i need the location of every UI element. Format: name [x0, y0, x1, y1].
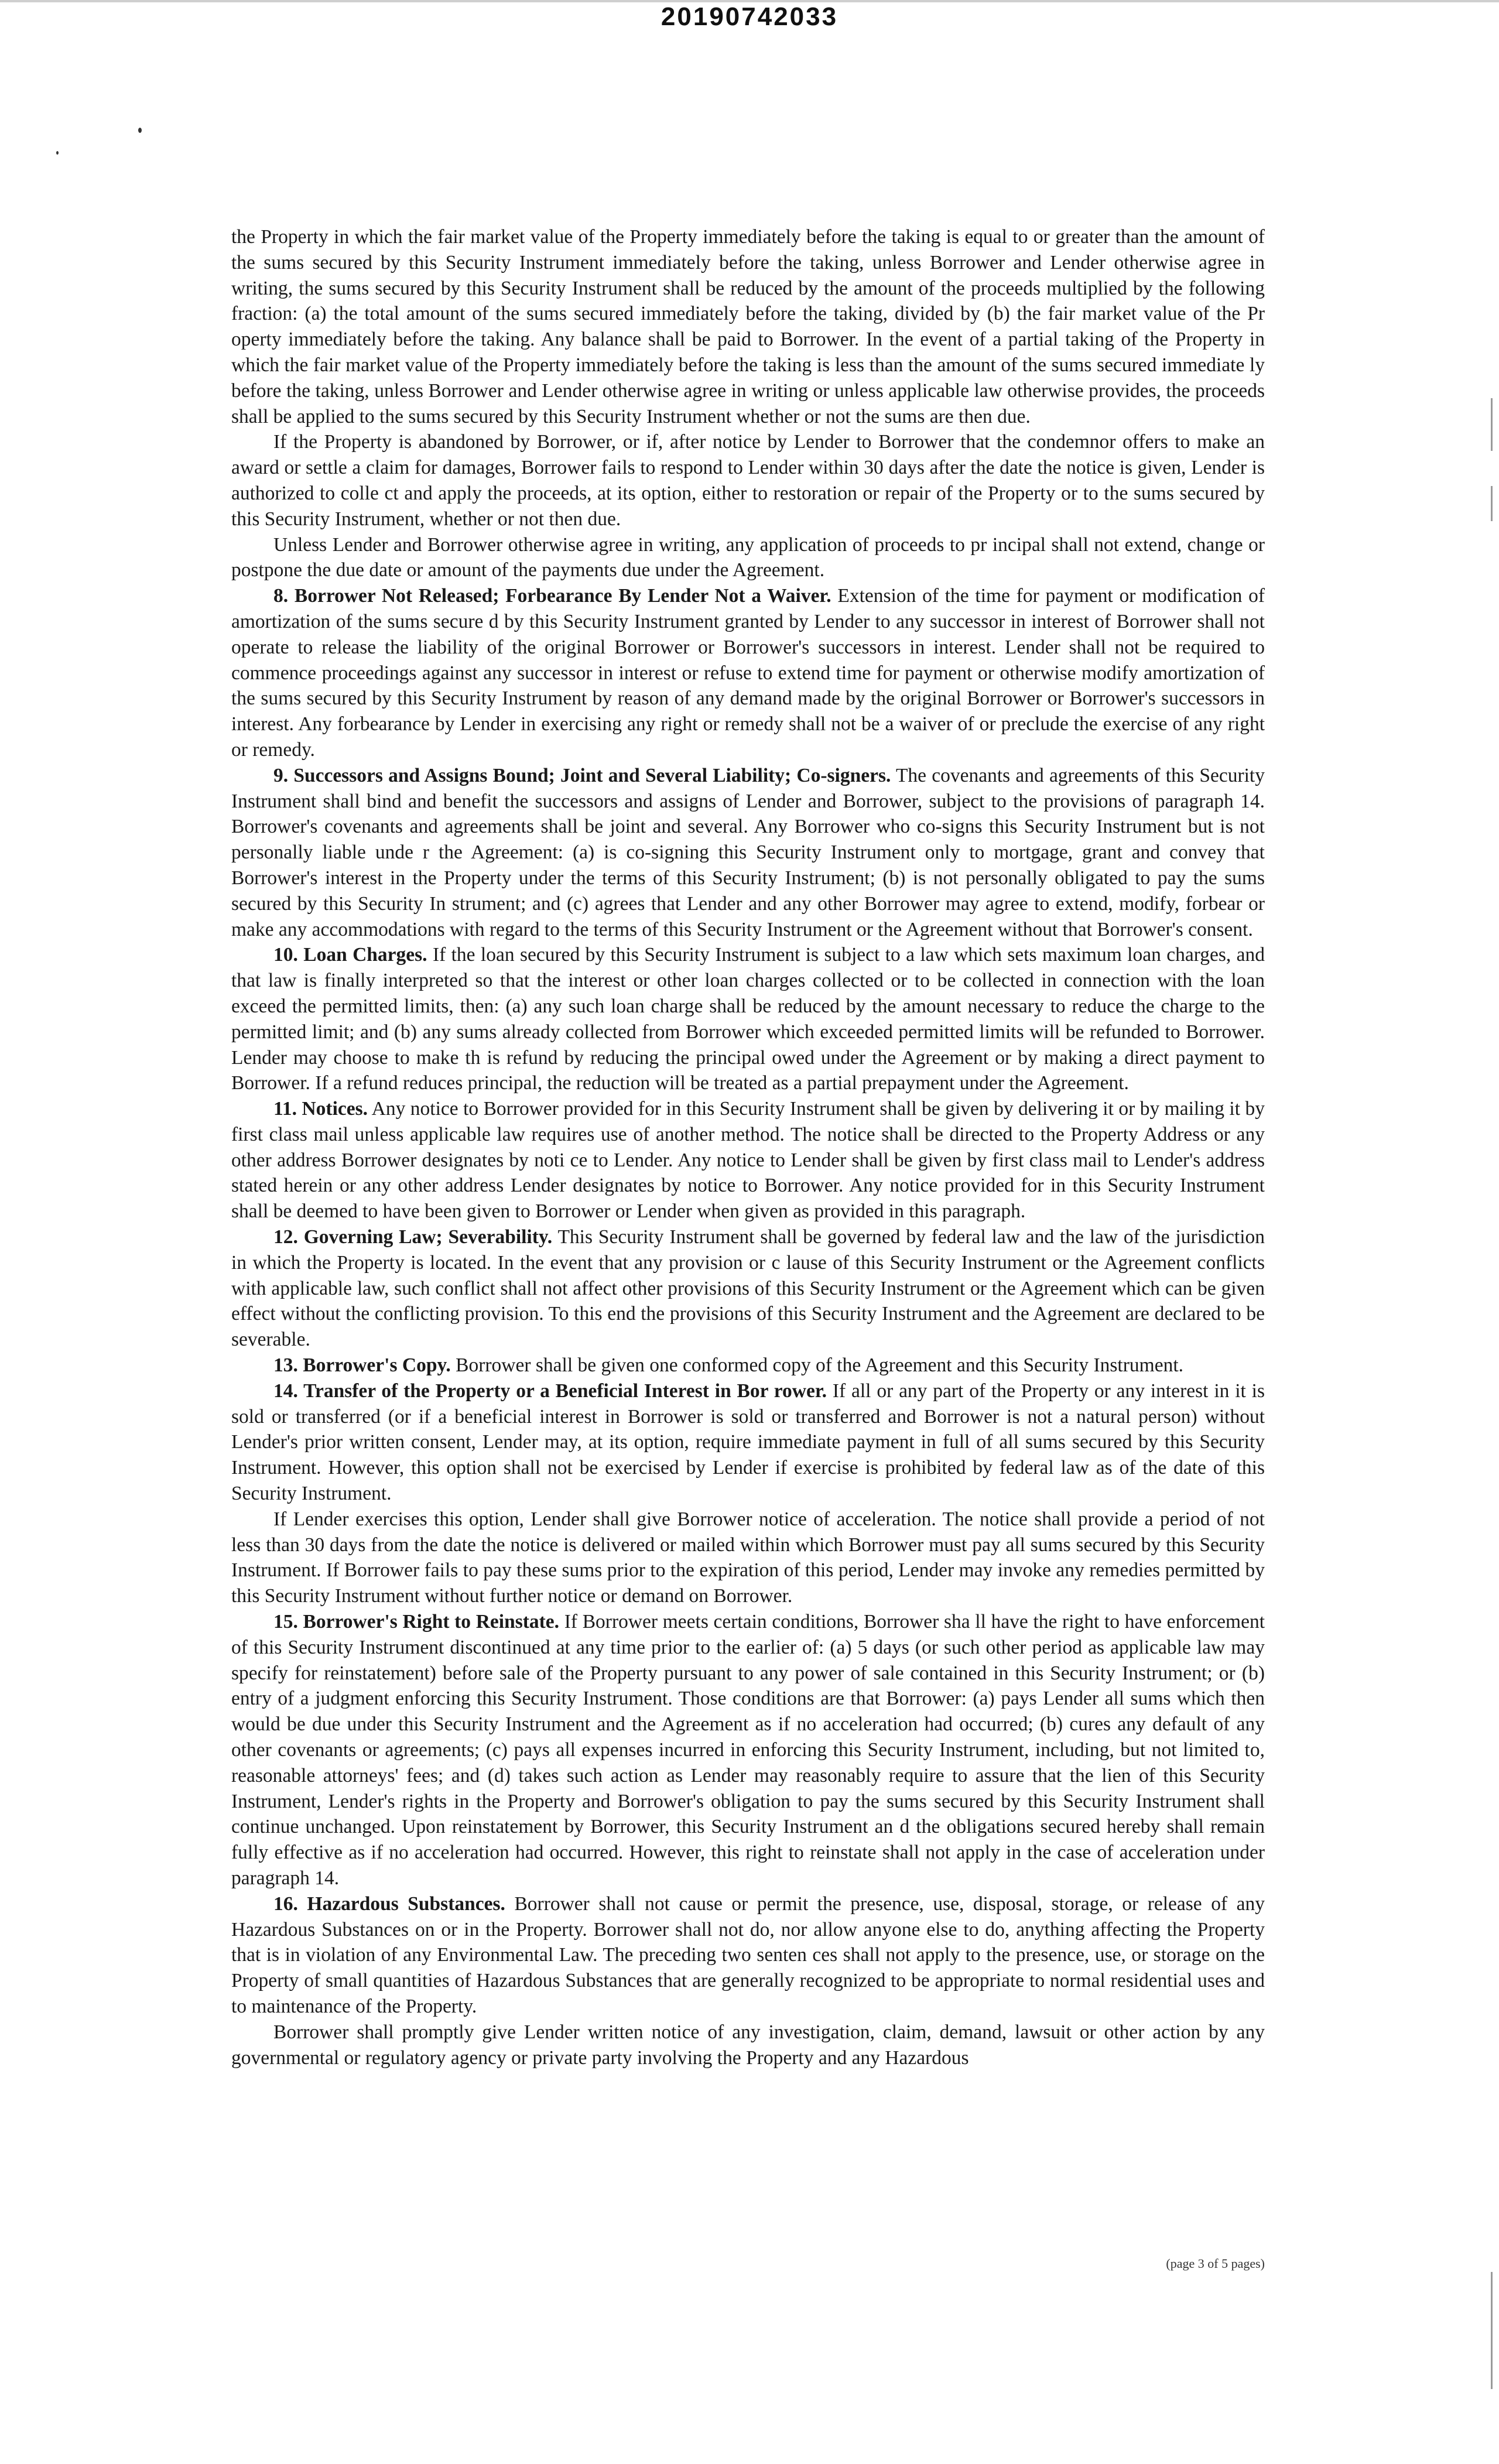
- section-heading: 10. Loan Charges.: [273, 944, 427, 966]
- scan-margin-line: [1491, 398, 1493, 451]
- body-paragraph: [231, 2020, 1265, 2071]
- document-number: 20190742033: [660, 2, 839, 31]
- paragraph-text: Any notice to Borrower provided for in this Security Instrument shall be given by delivering it or by mailing it by first class mail unless applicable law requires use of another method. The notice shall be directed to the Property Address or any other address Borrower designates by noti ce to Lender. Any notice to Lender shall be given by first class mail to Lender's address stated herein or any other address Lender designates by notice to Borrower. Any notice provided for in this Security Instrument shall be deemed to have been given to Borrower or Lender when given as provided in this paragraph.: [231, 1098, 1265, 1223]
- section-15-paragraph: [231, 1609, 1265, 1891]
- section-9-paragraph: [231, 763, 1265, 943]
- document-body: [231, 224, 1265, 2071]
- section-8-paragraph: [231, 583, 1265, 763]
- section-heading: 11. Notices.: [273, 1098, 368, 1120]
- section-heading: 13. Borrower's Copy.: [273, 1354, 451, 1377]
- section-heading: 16. Hazardous Substances.: [273, 1893, 505, 1915]
- section-heading: 15. Borrower's Right to Reinstate.: [273, 1611, 560, 1633]
- section-heading: 9. Successors and Assigns Bound; Joint and Several Liability; Co-signers.: [273, 764, 891, 786]
- body-paragraph: [231, 224, 1265, 429]
- paragraph-text: Extension of the time for payment or modification of amortization of the sums secure d by this Security Instrument granted by Lender to any successor in interest of Borrower shall not operate to release the liability of the original Borrower or Borrower's successors in interest. Lender shall not be required to commence proceedings against any successor in interest or refuse to extend time for payment or otherwise modify amortization of the sums secured by this Security Instrument by reason of any demand made by the original Borrower or Borrower's successors in interest. Any forbearance by Lender in exercising any right or remedy shall not be a waiver of or preclude the exercise of any right or remedy.: [231, 585, 1265, 761]
- section-heading: 8. Borrower Not Released; Forbearance By Lender Not a Waiver.: [273, 585, 831, 607]
- paragraph-text: If the loan secured by this Security Instrument is subject to a law which sets maximum loan charges, and that law is finally interpreted so that the interest or other loan charges collected or to be collected in connection with the loan exceed the permitted limits, then: (a) any such loan charge shall be reduced by the amount necessary to reduce the charge to the permitted limit; and (b) any sums already collected from Borrower which exceeded permitted limits will be refunded to Borrower. Lender may choose to make th is refund by reducing the principal owed under the Agreement or by making a direct payment to Borrower. If a refund reduces principal, the reduction will be treated as a partial prepayment under the Agreement.: [231, 944, 1265, 1094]
- section-14-paragraph: [231, 1378, 1265, 1507]
- paragraph-text: If Borrower meets certain conditions, Borrower sha ll have the right to have enforcement of this Security Instrument discontinued at any time prior to the earlier of: (a) 5 days (or such other period as applicable law may specify for reinstatement) before sale of the Property pursuant to any power of sale contained in this Security Instrument; or (b) entry of a judgment enforcing this Security Instrument. Those conditions are that Borrower: (a) pays Lender all sums which then would be due under this Security Instrument and the Agreement as if no acceleration had occurred; (b) cures any default of any other covenants or agreements; (c) pays all expenses incurred in enforcing this Security Instrument, including, but not limited to, reasonable attorneys' fees; and (d) takes such action as Lender may reasonably require to assure that the lien of this Security Instrument, Lender's rights in the Property and Borrower's obligation to pay the sums secured by this Security Instrument shall continue unchanged. Upon reinstatement by Borrower, this Security Instrument an d the obligations secured hereby shall remain fully effective as if no acceleration had occurred. However, this right to reinstate shall not apply in the case of acceleration under paragraph 14.: [231, 1611, 1265, 1889]
- paragraph-text: Unless Lender and Borrower otherwise agree in writing, any application of proceeds to pr incipal shall not extend, change or postpone the due date or amount of the payments due under the Agreement.: [231, 533, 1265, 581]
- paragraph-text: If the Property is abandoned by Borrower, or if, after notice by Lender to Borrower that the condemnor offers to make an award or settle a claim for damages, Borrower fails to respond to Lender within 30 days after the date the notice is given, Lender is authorized to colle ct and apply the proceeds, at its option, either to restoration or repair of the Property or to the sums secured by this Security Instrument, whether or not then due.: [231, 431, 1265, 530]
- section-10-paragraph: [231, 942, 1265, 1096]
- section-12-paragraph: [231, 1224, 1265, 1353]
- scan-margin-line: [1491, 486, 1493, 521]
- section-11-paragraph: [231, 1096, 1265, 1224]
- page-number: (page 3 of 5 pages): [1166, 2256, 1265, 2271]
- paragraph-text: Borrower shall be given one conformed copy of the Agreement and this Security Instrument.: [456, 1354, 1183, 1377]
- body-paragraph: [231, 532, 1265, 584]
- paragraph-text: the Property in which the fair market value of the Property immediately before the taking is equal to or greater than the amount of the sums secured by this Security Instrument immediately before the taking, unless Borrower and Lender otherwise agree in writing, the sums secured by this Security Instrument shall be reduced by the amount of the proceeds multiplied by the following fraction: (a) the total amount of the sums secured immediately before the taking, divided by (b) the fair market value of the Pr operty immediately before the taking. Any balance shall be paid to Borrower. In the event of a partial taking of the Property in which the fair market value of the Property immediately before the taking is less than the amount of the sums secured immediate ly before the taking, unless Borrower and Lender otherwise agree in writing or unless applicable law otherwise provides, the proceeds shall be applied to the sums secured by this Security Instrument whether or not the sums are then due.: [231, 226, 1265, 427]
- scan-margin-line: [1491, 2272, 1493, 2389]
- paragraph-text: If all or any part of the Property or any interest in it is sold or transferred (or if a beneficial interest in Borrower is sold or transferred and Borrower is not a natural person) without Lender's prior written consent, Lender may, at its option, require immediate payment in full of all sums secured by this Security Instrument. However, this option shall not be exercised by Lender if exercise is prohibited by federal law as of the date of this Security Instrument.: [231, 1380, 1265, 1505]
- paragraph-text: The covenants and agreements of this Security Instrument shall bind and benefit the successors and assigns of Lender and Borrower, subject to the provisions of paragraph 14. Borrower's covenants and agreements shall be joint and several. Any Borrower who co-signs this Security Instrument but is not personally liable unde r the Agreement: (a) is co-signing this Security Instrument only to mortgage, grant and convey that Borrower's interest in the Property under the terms of this Security Instrument; (b) is not personally obligated to pay the sums secured by this Security In strument; and (c) agrees that Lender and any other Borrower may agree to extend, modify, forbear or make any accommodations with regard to the terms of this Security Instrument or the Agreement without that Borrower's consent.: [231, 764, 1265, 940]
- body-paragraph: [231, 429, 1265, 532]
- section-13-paragraph: [231, 1353, 1265, 1378]
- paragraph-text: If Lender exercises this option, Lender shall give Borrower notice of acceleration. The notice shall provide a period of not less than 30 days from the date the notice is delivered or mailed within which Borrower must pay all sums secured by this Security Instrument. If Borrower fails to pay these sums prior to the expiration of this period, Lender may invoke any remedies permitted by this Security Instrument without further notice or demand on Borrower.: [231, 1508, 1265, 1607]
- scan-speck: [56, 151, 59, 155]
- scan-speck: [138, 128, 142, 133]
- paragraph-text: Borrower shall not cause or permit the presence, use, disposal, storage, or release of any Hazardous Substances on or in the Property. Borrower shall not do, nor allow anyone else to do, anything affecting the Property that is in violation of any Environmental Law. The preceding two senten ces shall not apply to the presence, use, or storage on the Property of small quantities of Hazardous Substances that are generally recognized to be appropriate to normal residential uses and to maintenance of the Property.: [231, 1893, 1265, 2017]
- paragraph-text: This Security Instrument shall be governed by federal law and the law of the jurisdiction in which the Property is located. In the event that any provision or c lause of this Security Instrument or the Agreement conflicts with applicable law, such conflict shall not affect other provisions of this Security Instrument or the Agreement which can be given effect without the conflicting provision. To this end the provisions of this Security Instrument and the Agreement are declared to be severable.: [231, 1226, 1265, 1351]
- section-heading: 14. Transfer of the Property or a Beneficial Interest in Bor rower.: [273, 1380, 827, 1402]
- paragraph-text: Borrower shall promptly give Lender written notice of any investigation, claim, demand, lawsuit or other action by any governmental or regulatory agency or private party involving the Property and any Hazardous: [231, 2021, 1265, 2069]
- body-paragraph: [231, 1507, 1265, 1609]
- section-16-paragraph: [231, 1891, 1265, 2020]
- section-heading: 12. Governing Law; Severability.: [273, 1226, 553, 1248]
